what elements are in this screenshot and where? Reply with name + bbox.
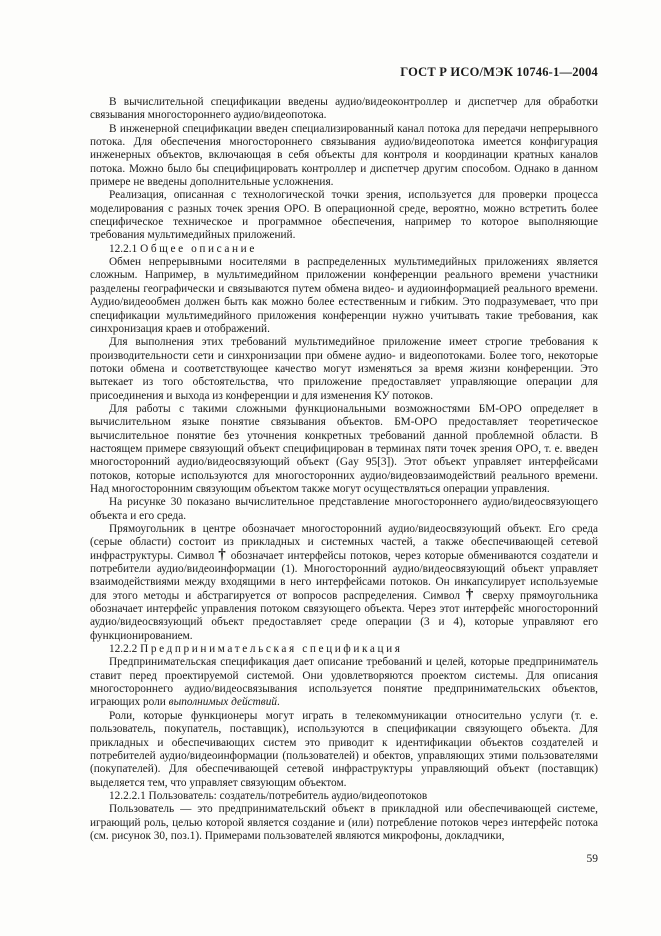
paragraph: Обмен непрерывными носителями в распределенных мультимедийных приложениях является сложным. Например, в мультимедийном приложении конференции реального времени участники разделены географически и связываются путем обмена видео- и аудиоинформацией реального времени. Аудио/видеообмен должен быть как можно более естественным и гибким. Это подразумевает, что при спецификации мультимедийного приложения конференции нужно учитывать такие требования, как синхронизация краев и отображений. [90,256,598,335]
paragraph-enterprise: Предпринимательская спецификация дает описание требований и целей, которые предприниматель ставит перед проектируемой системой. Они удовлетворяются проектом системы. Для описания многостороннего аудио/видеосвязывания используется понятие предпринимательских объектов, играющих роли выполнимых действий. [90,656,598,709]
paragraph: В инженерной спецификации введен специализированный канал потока для передачи непрерывного потока. Для обеспечения многостороннего связывания аудио/видеопотока имеется конфигурация инженерных объектов, включающая в себя объекты для контроля и координации кратных каналов потока. Можно было бы специфицировать контроллер и диспетчер другим способом. Однако в данном примере не введены дополнительные усложнения. [90,122,598,189]
page-body [90,96,598,843]
paragraph: Пользователь — это предпринимательский объект в прикладной или обеспечивающей системе, играющий роль, целью которой является создание и (или) потребление потоков через интерфейс потока (см. рисунок 30, поз.1). Примерами пользователей являются микрофоны, докладчики, [90,803,598,842]
paragraph: Для работы с такими сложными функциональными возможностями БМ-ОРО определяет в вычислительном языке понятие связывания объектов. БМ-ОРО предоставляет теоретическое вычислительное понятие без уточнения конкретных требований данной проблемной области. В настоящем примере связующий объект специфицирован в терминах пяти точек зрения ОРО, т. е. введен многосторонний аудио/видеосвязующий объект (Gay 95[3]). Этот объект управляет интерфейсами потоков, которые используются для многосторонних аудио/видеовзаимодействий реального времени. Над многосторонним связующим объектом также могут осуществляться операции управления. [90,402,598,495]
paragraph: Реализация, описанная с технологической точки зрения, используется для проверки процесса моделирования с разных точек зрения ОРО. В операционной среде, вероятно, можно встретить более специфическое техническое и программное обеспечения, например то которое выполняющие требования мультимедийных приложений. [90,189,598,242]
section-heading-12-2-1 [90,243,598,256]
section-number: 12.2.2 [109,643,138,656]
page-number: 59 [586,853,598,865]
paragraph-rectangle: Прямоугольник в центре обозначает многосторонний аудио/видеосвязующий объект. Его среда (серые области) состоит из прикладных и системных частей, а также обеспечивающей сетевой инфраструктуры. Символ † обозначает интерфейсы потоков, через которые обмениваются создатели и потребители аудио/видеоинформации (1). Многосторонний аудио/видеосвязующий объект управляет взаимодействиями между входящими в него интерфейсами потоков. Он инкапсулирует используемые для этого методы и абстрагируется от вопросов распределения. Символ † сверху прямоугольника обозначает интерфейс управления потоком связующего объекта. Через этот интерфейс многосторонний аудио/видеосвязующий объект предоставляет среде операции (3 и 4), которые управляют его функционированием. [90,523,598,642]
section-number: 12.2.1 [109,242,138,255]
section-heading-12-2-2 [90,643,598,656]
section-title: Предпринимательская спецификация [140,643,403,656]
paragraph: В вычислительной спецификации введены аудио/видеоконтроллер и диспетчер для обработки связывания многостороннего аудио/видеопотока. [90,96,598,122]
dagger-symbol-icon: † [465,586,477,603]
dagger-symbol-icon: † [218,546,227,563]
document-header: ГОСТ Р ИСО/МЭК 10746-1—2004 [400,65,598,79]
section-title: Общее описание [140,242,257,255]
paragraph: На рисунке 30 показано вычислительное представление многостороннего аудио/видеосвязующего объекта и его среда. [90,496,598,522]
paragraph: Роли, которые функционеры могут играть в телекоммуникации относительно услуги (т. е. пользователь, покупатель, поставщик), используются в спецификации связующего объекта. Для прикладных и обеспечивающих систем это приводит к идентификации объектов создателей и потребителей аудио/видеоинформации (пользователей) и обектов, управляющих этими пользователями (покупателей). Для обеспечивающей сетевой инфраструктуры управляющий объект (поставщик) выделяется тем, что управляет связующим объектом. [90,709,598,789]
section-heading-12-2-2-1: 12.2.2.1 Пользователь: создатель/потребитель аудио/видеопотоков [109,789,428,802]
paragraph: Для выполнения этих требований мультимедийное приложение имеет строгие требования к производительности сети и синхронизации при обмене аудио- и видеопотоками. Более того, некоторые потоки обмена и соответствующее качество могут изменяться за время жизни конференции. Это вытекает из того обстоятельства, что приложение предоставляет управляющие операции для присоединения и выхода из конференции и для изменения КУ потоков. [90,336,598,402]
